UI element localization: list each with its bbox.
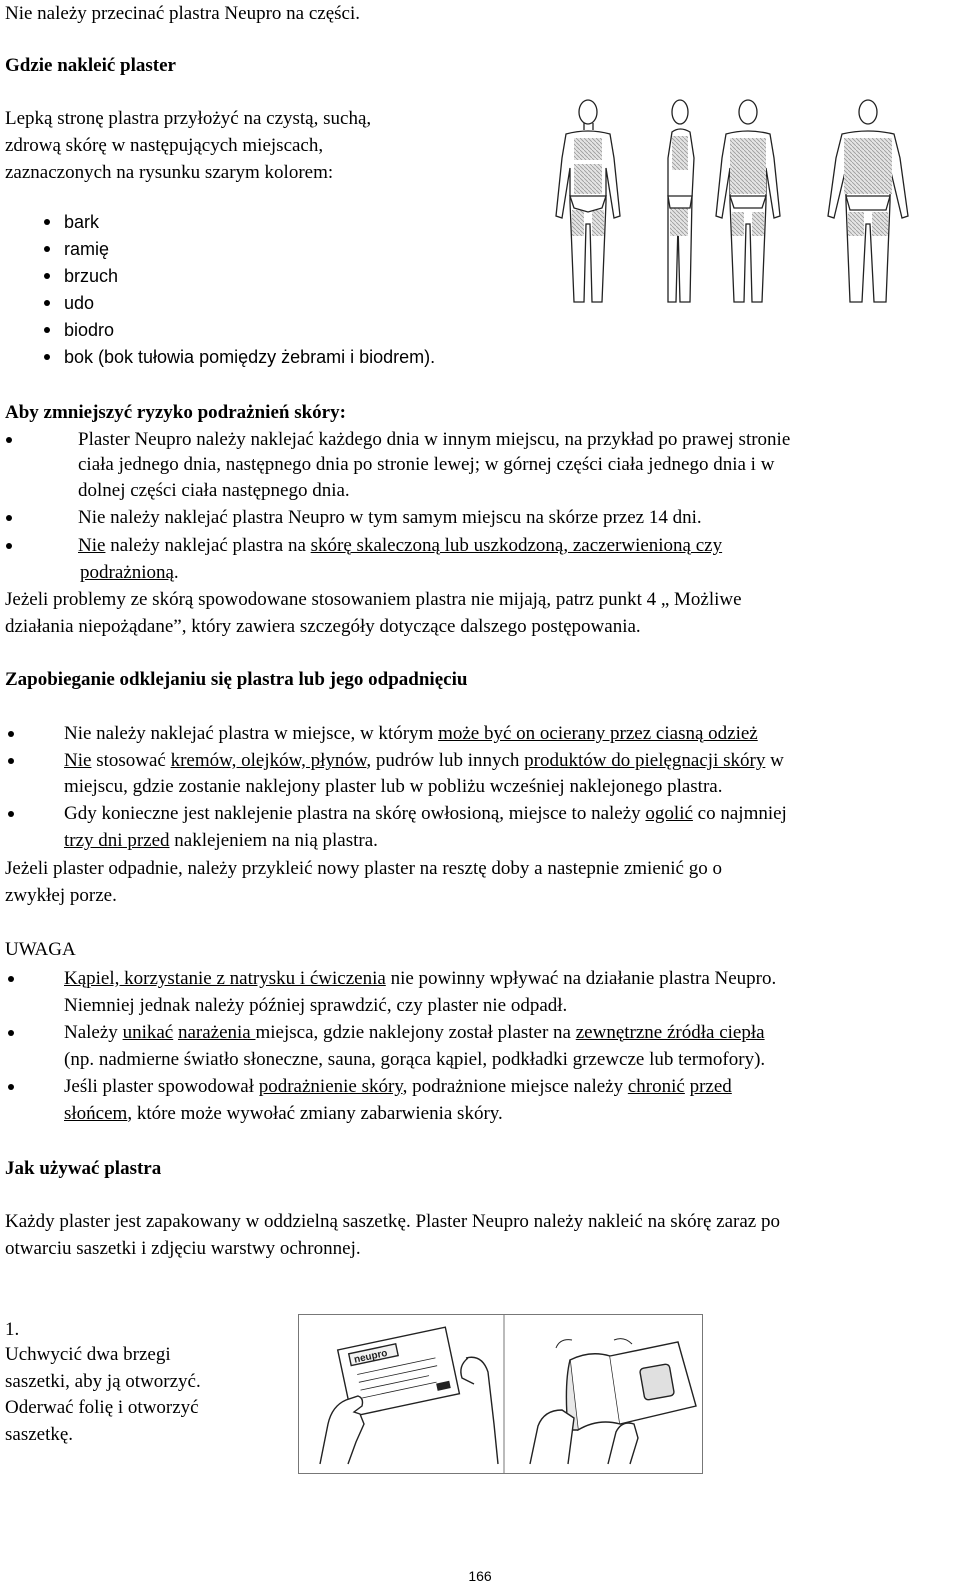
site-item: biodro	[64, 320, 115, 340]
uwaga-bullet-1-line-2: Niemniej jednak należy później sprawdzić, czy plaster nie odpadł.	[64, 995, 568, 1016]
howto-line-2: otwarciu saszetki i zdjęciu warstwy ochronnej.	[5, 1238, 361, 1259]
prevent-bullet-3-line-2: trzy dni przed naklejeniem na nią plastra.	[64, 830, 378, 851]
step1-illustration	[298, 1314, 703, 1474]
bullet-icon	[6, 515, 12, 521]
side-figure	[668, 100, 694, 302]
irritation-bullet-1-line-1: Plaster Neupro należy naklejać każdego dnia w innym miejscu, na przykład po prawej stronie	[78, 429, 791, 450]
section-heading-irritation: Aby zmniejszyć ryzyko podrażnień skóry:	[5, 402, 346, 423]
irritation-bullet-3-line-2: podrażnioną.	[80, 562, 179, 583]
front-figure	[556, 100, 620, 302]
irritation-after-line-1: Jeżeli problemy ze skórą spowodowane stosowaniem plastra nie mijają, patrz punkt 4 „ Możliwe	[5, 589, 742, 610]
step-text-line-3: Oderwać folię i otworzyć	[5, 1397, 199, 1418]
site-item: ramię	[64, 239, 110, 259]
bullet-icon	[44, 300, 50, 306]
bullet-icon	[6, 543, 12, 549]
section-heading-prevent: Zapobieganie odklejaniu się plastra lub jego odpadnięciu	[5, 669, 468, 690]
bullet-icon	[8, 976, 14, 982]
prevent-bullet-1: Nie należy naklejać plastra w miejsce, w którym może być on ocierany przez ciasną odzież	[64, 723, 758, 744]
uwaga-bullet-1-line-1: Kąpiel, korzystanie z natrysku i ćwiczenia nie powinny wpływać na działanie plastra Neupro.	[64, 968, 777, 989]
bullet-icon	[8, 811, 14, 817]
prevent-after-line-1: Jeżeli plaster odpadnie, należy przykleić nowy plaster na resztę doby a nastepnie zmienić go o	[5, 858, 722, 879]
howto-line-1: Każdy plaster jest zapakowany w oddzielną saszetkę. Plaster Neupro należy nakleić na skórę zaraz po	[5, 1211, 780, 1232]
bullet-icon	[44, 354, 50, 360]
back-figure	[716, 100, 780, 302]
page-number: 166	[468, 1568, 492, 1584]
right-figure	[828, 100, 908, 302]
bullet-icon	[44, 246, 50, 252]
where-intro-line-3: zaznaczonych na rysunku szarym kolorem:	[5, 162, 334, 183]
step-text-line-2: saszetki, aby ją otworzyć.	[5, 1371, 201, 1392]
irritation-bullet-2: Nie należy naklejać plastra Neupro w tym samym miejscu na skórze przez 14 dni.	[78, 507, 702, 528]
body-sites-illustration	[540, 98, 945, 310]
bullet-icon	[8, 758, 14, 764]
step-number: 1.	[5, 1319, 20, 1340]
site-item: bark	[64, 212, 100, 232]
bullet-icon	[8, 731, 14, 737]
step-text-line-4: saszetkę.	[5, 1424, 74, 1445]
uwaga-bullet-2-line-1: Należy unikać narażenia miejsca, gdzie naklejony został plaster na zewnętrzne źródła ciepła	[64, 1022, 765, 1043]
bullet-icon	[44, 219, 50, 225]
bullet-icon	[8, 1084, 14, 1090]
uwaga-bullet-3-line-1: Jeśli plaster spowodował podrażnienie skóry, podrażnione miejsce należy chronić przed	[64, 1076, 732, 1097]
step-text-line-1: Uchwycić dwa brzegi	[5, 1344, 171, 1365]
sachet-brand: neupro	[353, 1347, 389, 1366]
bullet-icon	[44, 273, 50, 279]
uwaga-bullet-2-line-2: (np. nadmierne światło słoneczne, sauna, gorąca kąpiel, podkładki grzewcze lub termofory).	[64, 1049, 766, 1070]
prevent-bullet-2-line-1: Nie stosować kremów, olejków, płynów, pudrów lub innych produktów do pielęgnacji skóry w	[64, 750, 784, 771]
section-heading-where: Gdzie nakleić plaster	[5, 55, 176, 76]
uwaga-bullet-3-line-2: słońcem, które może wywołać zmiany zabarwienia skóry.	[64, 1103, 503, 1124]
where-intro-line-2: zdrową skórę w następujących miejscach,	[5, 135, 324, 156]
site-item: brzuch	[64, 266, 119, 286]
section-heading-howto: Jak używać plastra	[5, 1158, 162, 1179]
bullet-icon	[8, 1030, 14, 1036]
irritation-bullet-3-line-1: Nie należy naklejać plastra na skórę skaleczoną lub uszkodzoną, zaczerwienioną czy	[78, 535, 723, 556]
irritation-after-line-2: działania niepożądane”, który zawiera szczegóły dotyczące dalszego postępowania.	[5, 616, 641, 637]
prevent-bullet-2-line-2: miejscu, gdzie zostanie naklejony plaster lub w pobliżu wcześniej naklejonego plastra.	[64, 776, 723, 797]
irritation-bullet-1-line-3: dolnej części ciała następnego dnia.	[78, 480, 350, 501]
section-heading-uwaga: UWAGA	[5, 939, 76, 960]
site-item: udo	[64, 293, 95, 313]
bullet-icon	[44, 327, 50, 333]
intro-line: Nie należy przecinać plastra Neupro na części.	[5, 3, 360, 24]
bullet-icon	[6, 437, 12, 443]
site-item: bok (bok tułowia pomiędzy żebrami i biodrem).	[64, 347, 436, 367]
prevent-bullet-3-line-1: Gdy konieczne jest naklejenie plastra na skórę owłosioną, miejsce to należy ogolić co najmniej	[64, 803, 787, 824]
where-intro-line-1: Lepką stronę plastra przyłożyć na czystą, suchą,	[5, 108, 372, 129]
prevent-after-line-2: zwykłej porze.	[5, 885, 117, 906]
irritation-bullet-1-line-2: ciała jednego dnia, następnego dnia po stronie lewej; w górnej części ciała jednego dnia i w	[78, 454, 775, 475]
